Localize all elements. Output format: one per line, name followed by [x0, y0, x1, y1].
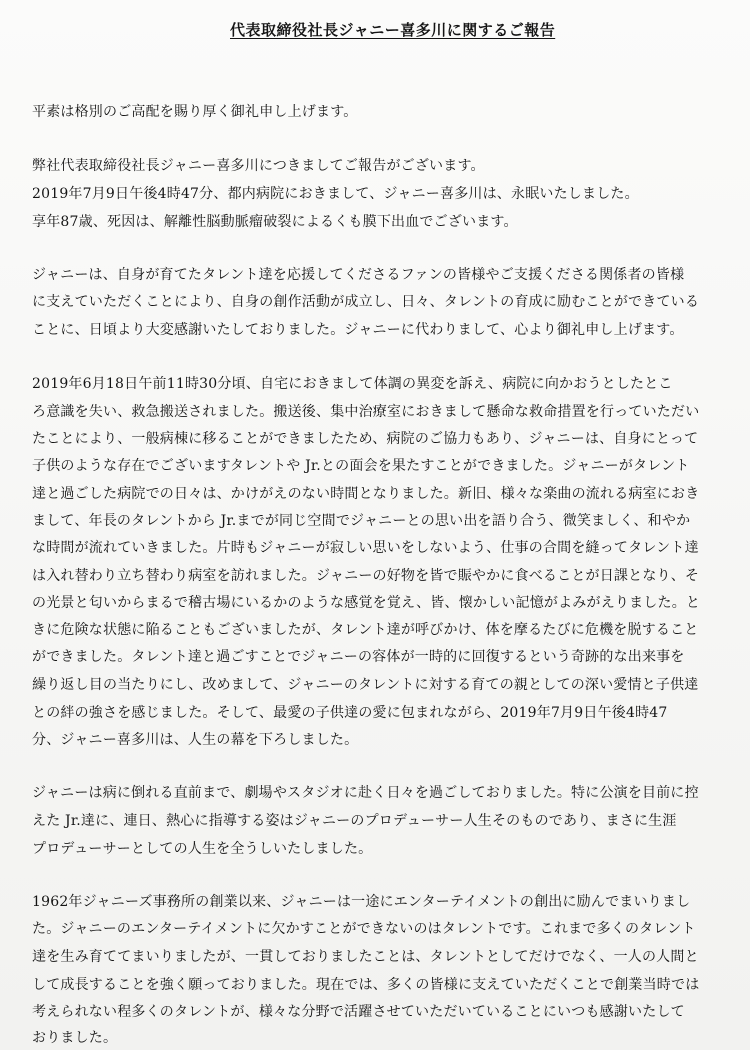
paragraph-6-line-1: 1962年ジャニーズ事務所の創業以来、ジャニーは一途にエンターテイメントの創出に励んでまいりまし — [32, 894, 691, 910]
paragraph-4-line-1: 2019年6月18日午前11時30分頃、自宅におきまして体調の異変を訴え、病院に向かおうとしたとこ — [32, 376, 673, 392]
paragraph-2-line-1: 弊社代表取締役社長ジャニー喜多川につきましてご報告がございます。 — [32, 158, 485, 174]
paragraph-4-line-7: な時間が流れていきました。片時もジャニーが寂しい思いをしないよう、仕事の合間を縫ってタレント達 — [32, 540, 699, 556]
paragraph-5-line-3: プロデューサーとしての人生を全うしいたしました。 — [32, 841, 373, 857]
paragraph-4-line-3: たことにより、一般病棟に移ることができましたため、病院のご協力もあり、ジャニーは、自身にとって — [32, 431, 699, 447]
paragraph-4-line-2: ろ意識を失い、救急搬送されました。搬送後、集中治療室におきまして懸命な救命措置を行っていただい — [32, 404, 700, 420]
paragraph-6-line-6: おりました。 — [32, 1030, 118, 1046]
paragraph-4-line-11: ができました。タレント達と過ごすことでジャニーの容体が一時的に回復するという奇跡的な出来事を — [32, 649, 685, 665]
paragraph-4-line-6: まして、年長のタレントから Jr.までが同じ空間でジャニーとの思い出を語り合う、微笑ましく、和やか — [32, 513, 691, 529]
paragraph-6-line-5: 考えられない程多くのタレントが、様々な分野で活躍させていただいていることにいつも感謝いたして — [32, 1004, 685, 1020]
paragraph-2-line-2: 2019年7月9日午後4時47分、都内病院におきまして、ジャニー喜多川は、永眠いたしました。 — [32, 186, 639, 202]
paragraph-4-line-13: との絆の強さを感じました。そして、最愛の子供達の愛に包まれながら、2019年7月9日午後4時47 — [32, 705, 668, 721]
paragraph-1-line-1: 平素は格別のご高配を賜り厚く御礼申し上げます。 — [32, 104, 358, 120]
paragraph-4-line-10: きに危険な状態に陥ることもございましたが、タレント達が呼びかけ、体を摩るたびに危機を脱すること — [32, 622, 699, 638]
paragraph-6-line-2: た。ジャニーのエンターテイメントに欠かすことができないのはタレントです。これまで多くのタレント — [32, 921, 696, 937]
document-title: 代表取締役社長ジャニー喜多川に関するご報告 — [230, 21, 556, 39]
paragraph-2-line-3: 享年87歳、死因は、解離性脳動脈瘤破裂によるくも膜下出血でございます。 — [32, 214, 518, 230]
paragraph-6-line-3: 達を生み育ててまいりましたが、一貫しておりましたことは、タレントとしてだけでなく、一人の人間と — [32, 949, 699, 965]
paragraph-3-line-3: ことに、日頃より大変感謝いたしておりました。ジャニーに代わりまして、心より御礼申し上げます。 — [32, 322, 684, 338]
paragraph-4-line-4: 子供のような存在でございますタレントや Jr.との面会を果たすことができました。ジャニーがタレント — [32, 458, 690, 474]
paragraph-4-line-8: は入れ替わり立ち替わり病室を訪れました。ジャニーの好物を皆で賑やかに食べることが日課となり、そ — [32, 568, 700, 584]
paragraph-5-line-1: ジャニーは病に倒れる直前まで、劇場やスタジオに赴く日々を過ごしておりました。特に公演を目前に控 — [32, 785, 699, 801]
paragraph-3-line-2: に支えていただくことにより、自身の創作活動が成立し、日々、タレントの育成に励むことができている — [32, 294, 700, 310]
paragraph-5-line-2: えた Jr.達に、連日、熱心に指導する姿はジャニーのプロデューサー人生そのものであり、まさに生涯 — [32, 813, 677, 829]
paragraph-6-line-4: して成長することを強く願っておりました。現在では、多くの皆様に支えていただくことで創業当時では — [32, 977, 700, 993]
paragraph-4-line-12: 繰り返し目の当たりにし、改めまして、ジャニーのタレントに対する育ての親としての深い愛情と子供達 — [32, 677, 699, 693]
paragraph-4-line-5: 達と過ごした病院での日々は、かけがえのない時間となりました。新旧、様々な楽曲の流れる病室におき — [32, 486, 700, 502]
paragraph-3-line-1: ジャニーは、自身が育てたタレント達を応援してくださるファンの皆様やご支援くださる関係者の皆様 — [32, 267, 685, 283]
paragraph-4-line-9: の光景と匂いからまるで稽古場にいるかのような感覚を覚え、皆、懐かしい記憶がよみがえりました。と — [32, 595, 701, 611]
paragraph-4-line-14: 分、ジャニー喜多川は、人生の幕を下ろしました。 — [32, 732, 359, 748]
